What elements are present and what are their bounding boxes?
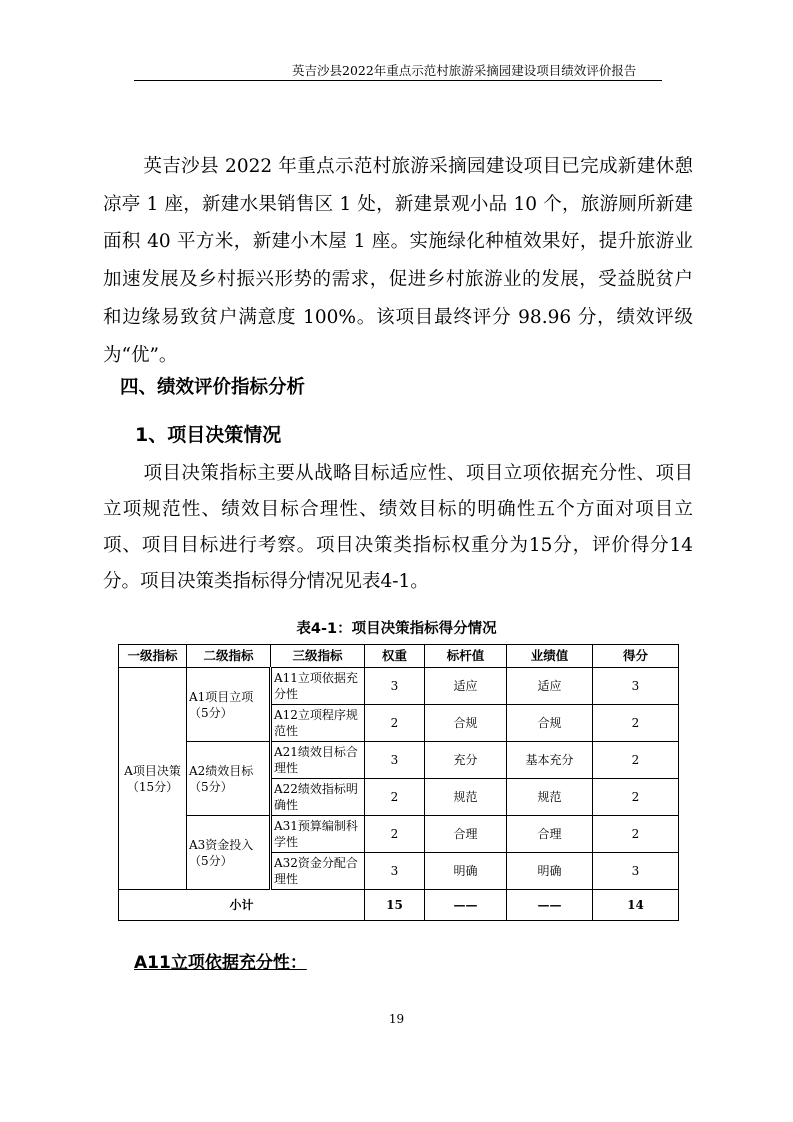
table-title: 表4-1：项目决策指标得分情况: [296, 621, 497, 637]
level2-cell: A2绩效目标（5分）: [187, 742, 271, 816]
subtotal-benchmark: ——: [425, 890, 507, 921]
sub-heading: 1、项目决策情况: [135, 424, 282, 446]
level3-cell: A32资金分配合理性: [271, 853, 365, 890]
actual-cell: 基本充分: [507, 742, 593, 779]
benchmark-cell: 适应: [425, 668, 507, 705]
level3-cell: A12立项程序规范性: [271, 705, 365, 742]
benchmark-cell: 充分: [425, 742, 507, 779]
benchmark-cell: 明确: [425, 853, 507, 890]
level3-cell: A11立项依据充分性: [271, 668, 365, 705]
level3-cell: A22绩效指标明确性: [271, 779, 365, 816]
level3-cell: A21绩效目标合理性: [271, 742, 365, 779]
paragraph-summary: [103, 148, 693, 374]
score-cell: 2: [593, 705, 679, 742]
header-cell: 标杆值: [425, 645, 507, 668]
level1-cell: A项目决策（15分）: [119, 668, 187, 890]
benchmark-cell: 合规: [425, 705, 507, 742]
benchmark-cell: 规范: [425, 779, 507, 816]
score-cell: 2: [593, 779, 679, 816]
paragraph-decision-text: 项目决策指标主要从战略目标适应性、项目立项依据充分性、项目立项规范性、绩效目标合理性、绩效目标的明确性五个方面对项目立项、项目目标进行考察。项目决策类指标权重分为15分，评价得分14分。项目决策类指标得分情况见表4-1。: [103, 463, 693, 592]
header-cell: 权重: [365, 645, 425, 668]
weight-cell: 2: [365, 816, 425, 853]
score-cell: 2: [593, 816, 679, 853]
subtotal-row: [119, 890, 679, 921]
weight-cell: 2: [365, 705, 425, 742]
level3-cell: A31预算编制科学性: [271, 816, 365, 853]
weight-cell: 3: [365, 853, 425, 890]
subtotal-actual: ——: [507, 890, 593, 921]
table-header-row: [119, 645, 679, 668]
running-header: 英吉沙县2022年重点示范村旅游采摘园建设项目绩效评价报告: [292, 63, 637, 78]
score-cell: 2: [593, 742, 679, 779]
score-cell: 3: [593, 668, 679, 705]
actual-cell: 明确: [507, 853, 593, 890]
header-cell: 得分: [593, 645, 679, 668]
weight-cell: 3: [365, 742, 425, 779]
table-row: [119, 742, 679, 779]
header-cell: 一级指标: [119, 645, 187, 668]
subtotal-weight: 15: [365, 890, 425, 921]
header-rule: [134, 80, 662, 81]
paragraph-decision: [103, 456, 693, 600]
table-row: [119, 668, 679, 705]
score-cell: 3: [593, 853, 679, 890]
actual-cell: 合理: [507, 816, 593, 853]
page-number: 19: [388, 1012, 405, 1026]
a11-heading: A11立项依据充分性：: [134, 953, 307, 973]
header-cell: 业绩值: [507, 645, 593, 668]
level2-cell: A3资金投入（5分）: [187, 816, 271, 890]
subtotal-label: 小计: [119, 890, 365, 921]
subtotal-score: 14: [593, 890, 679, 921]
header-cell: 三级指标: [271, 645, 365, 668]
table-row: [119, 816, 679, 853]
level2-cell: A1项目立项（5分）: [187, 668, 271, 742]
weight-cell: 2: [365, 779, 425, 816]
actual-cell: 合规: [507, 705, 593, 742]
paragraph-summary-text: 英吉沙县 2022 年重点示范村旅游采摘园建设项目已完成新建休憩凉亭 1 座，新建水果销售区 1 处，新建景观小品 10 个，旅游厕所新建面积 40 平方米，新建小木屋 1 座。实施绿化种植效果好，提升旅游业加速发展及乡村振兴形势的需求，促进乡村旅游业的发展，受益脱贫户和边缘易致贫户满意度 100%。该项目最终评分 98.96 分，绩效评级为“优”。: [103, 156, 693, 366]
weight-cell: 3: [365, 668, 425, 705]
actual-cell: 规范: [507, 779, 593, 816]
benchmark-cell: 合理: [425, 816, 507, 853]
score-table: [118, 644, 679, 921]
actual-cell: 适应: [507, 668, 593, 705]
section-heading: 四、绩效评价指标分析: [120, 377, 306, 398]
header-cell: 二级指标: [187, 645, 271, 668]
